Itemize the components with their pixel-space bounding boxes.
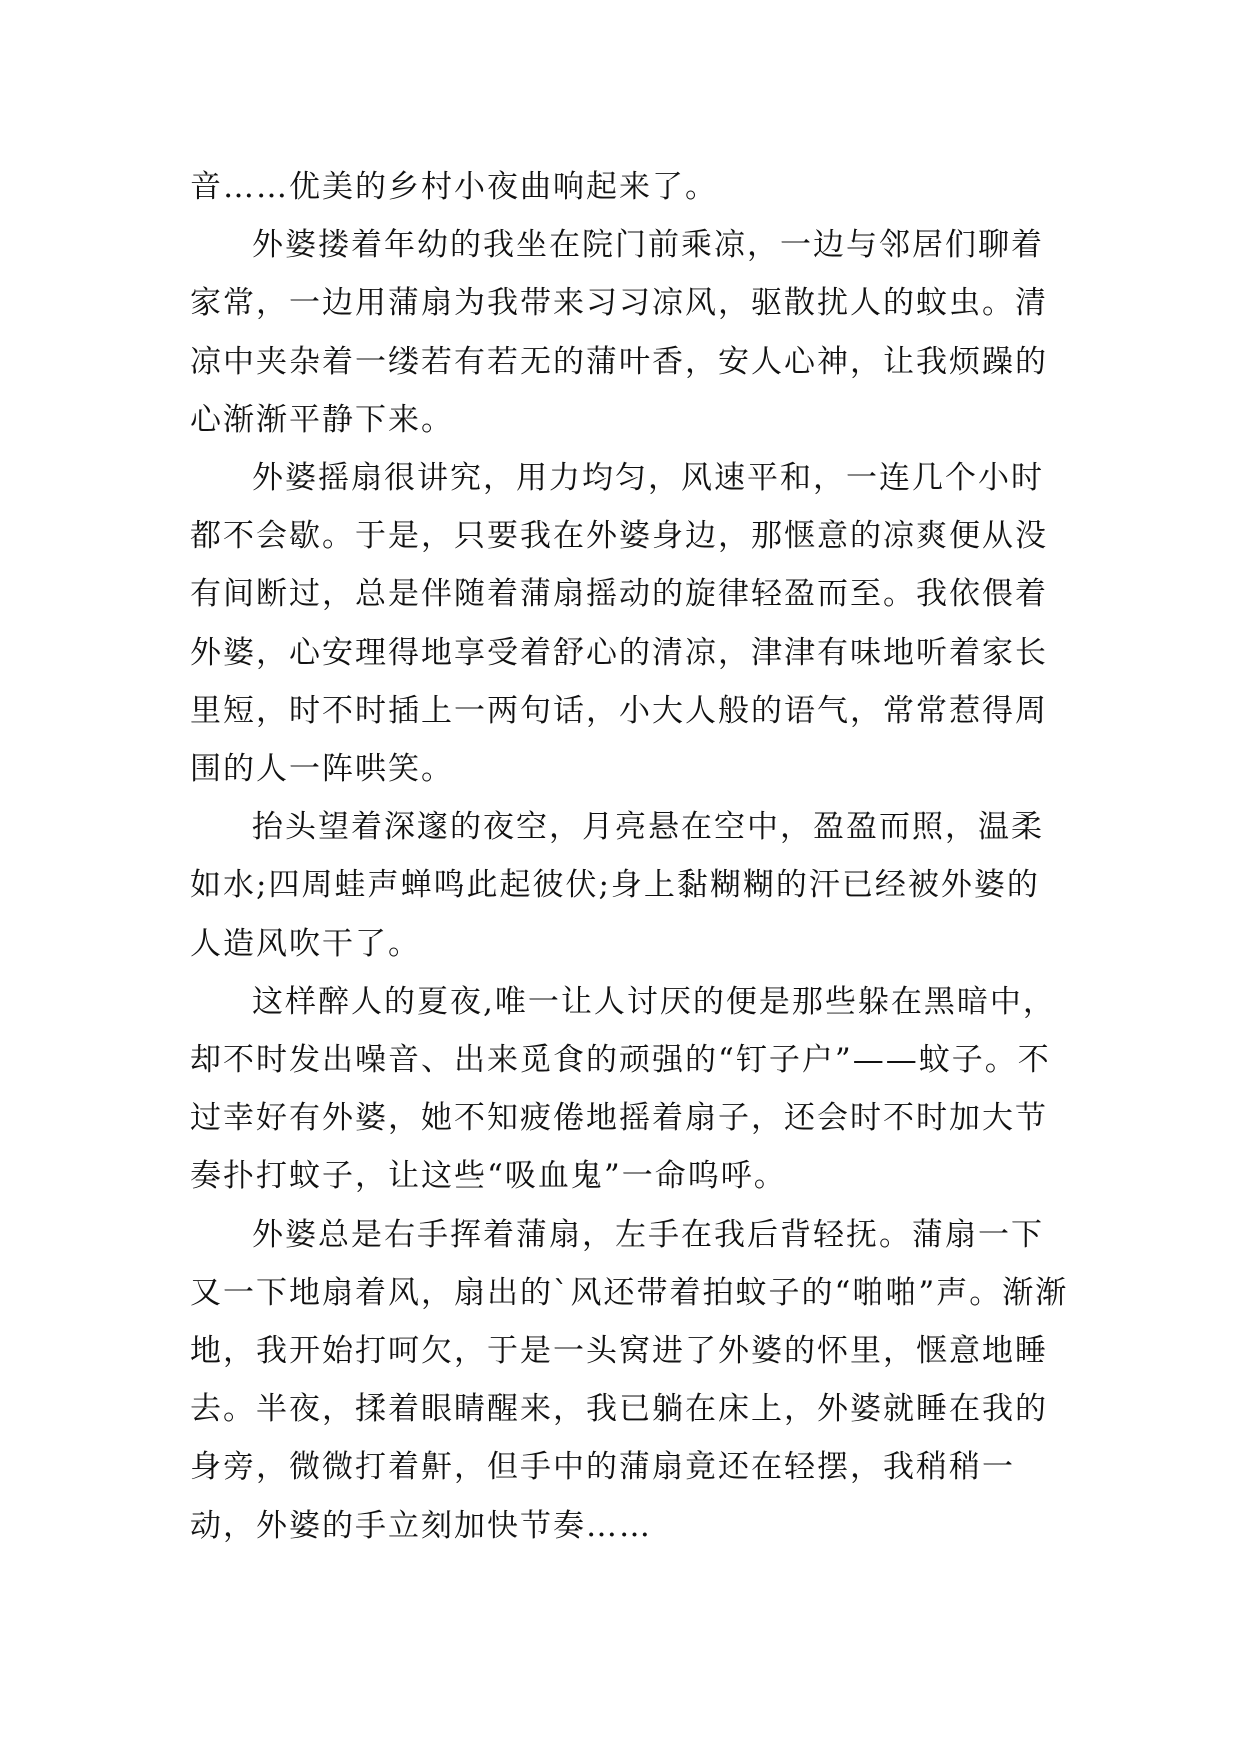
paragraph-4: 抬头望着深邃的夜空，月亮悬在空中，盈盈而照，温柔如水;四周蛙声蝉鸣此起彼伏;身上黏糊糊的汗已经被外婆的人造风吹干了。: [190, 809, 1044, 962]
paragraph-1: 音……优美的乡村小夜曲响起来了。: [190, 169, 718, 205]
paragraph-3: 外婆摇扇很讲究，用力均匀，风速平和，一连几个小时都不会歇。于是，只要我在外婆身边，那惬意的凉爽便从没有间断过，总是伴随着蒲扇摇动的旋律轻盈而至。我依偎着外婆，心安理得地享受着舒心的清凉，津津有味地听着家长里短，时不时插上一两句话，小大人般的语气，常常惹得周围的人一阵哄笑。: [190, 460, 1048, 788]
paragraph-6: 外婆总是右手挥着蒲扇，左手在我后背轻抚。蒲扇一下又一下地扇着风，扇出的`风还带着拍蚊子的“啪啪”声。渐渐地，我开始打呵欠，于是一头窝进了外婆的怀里，惬意地睡去。半夜，揉着眼睛醒来，我已躺在床上，外婆就睡在我的身旁，微微打着鼾，但手中的蒲扇竟还在轻摆，我稍稍一动，外婆的手立刻加快节奏……: [190, 1216, 1069, 1544]
paragraph-2: 外婆搂着年幼的我坐在院门前乘凉，一边与邻居们聊着家常，一边用蒲扇为我带来习习凉风，驱散扰人的蚊虫。清凉中夹杂着一缕若有若无的蒲叶香，安人心神，让我烦躁的心渐渐平静下来。: [190, 227, 1048, 438]
paragraph-5: 这样醉人的夏夜,唯一让人讨厌的便是那些躲在黑暗中，却不时发出噪音、出来觅食的顽强的“钉子户”——蚊子。不过幸好有外婆，她不知疲倦地摇着扇子，还会时不时加大节奏扑打蚊子，让这些“吸血鬼”一命呜呼。: [190, 983, 1056, 1195]
body-text: [190, 158, 1070, 1555]
